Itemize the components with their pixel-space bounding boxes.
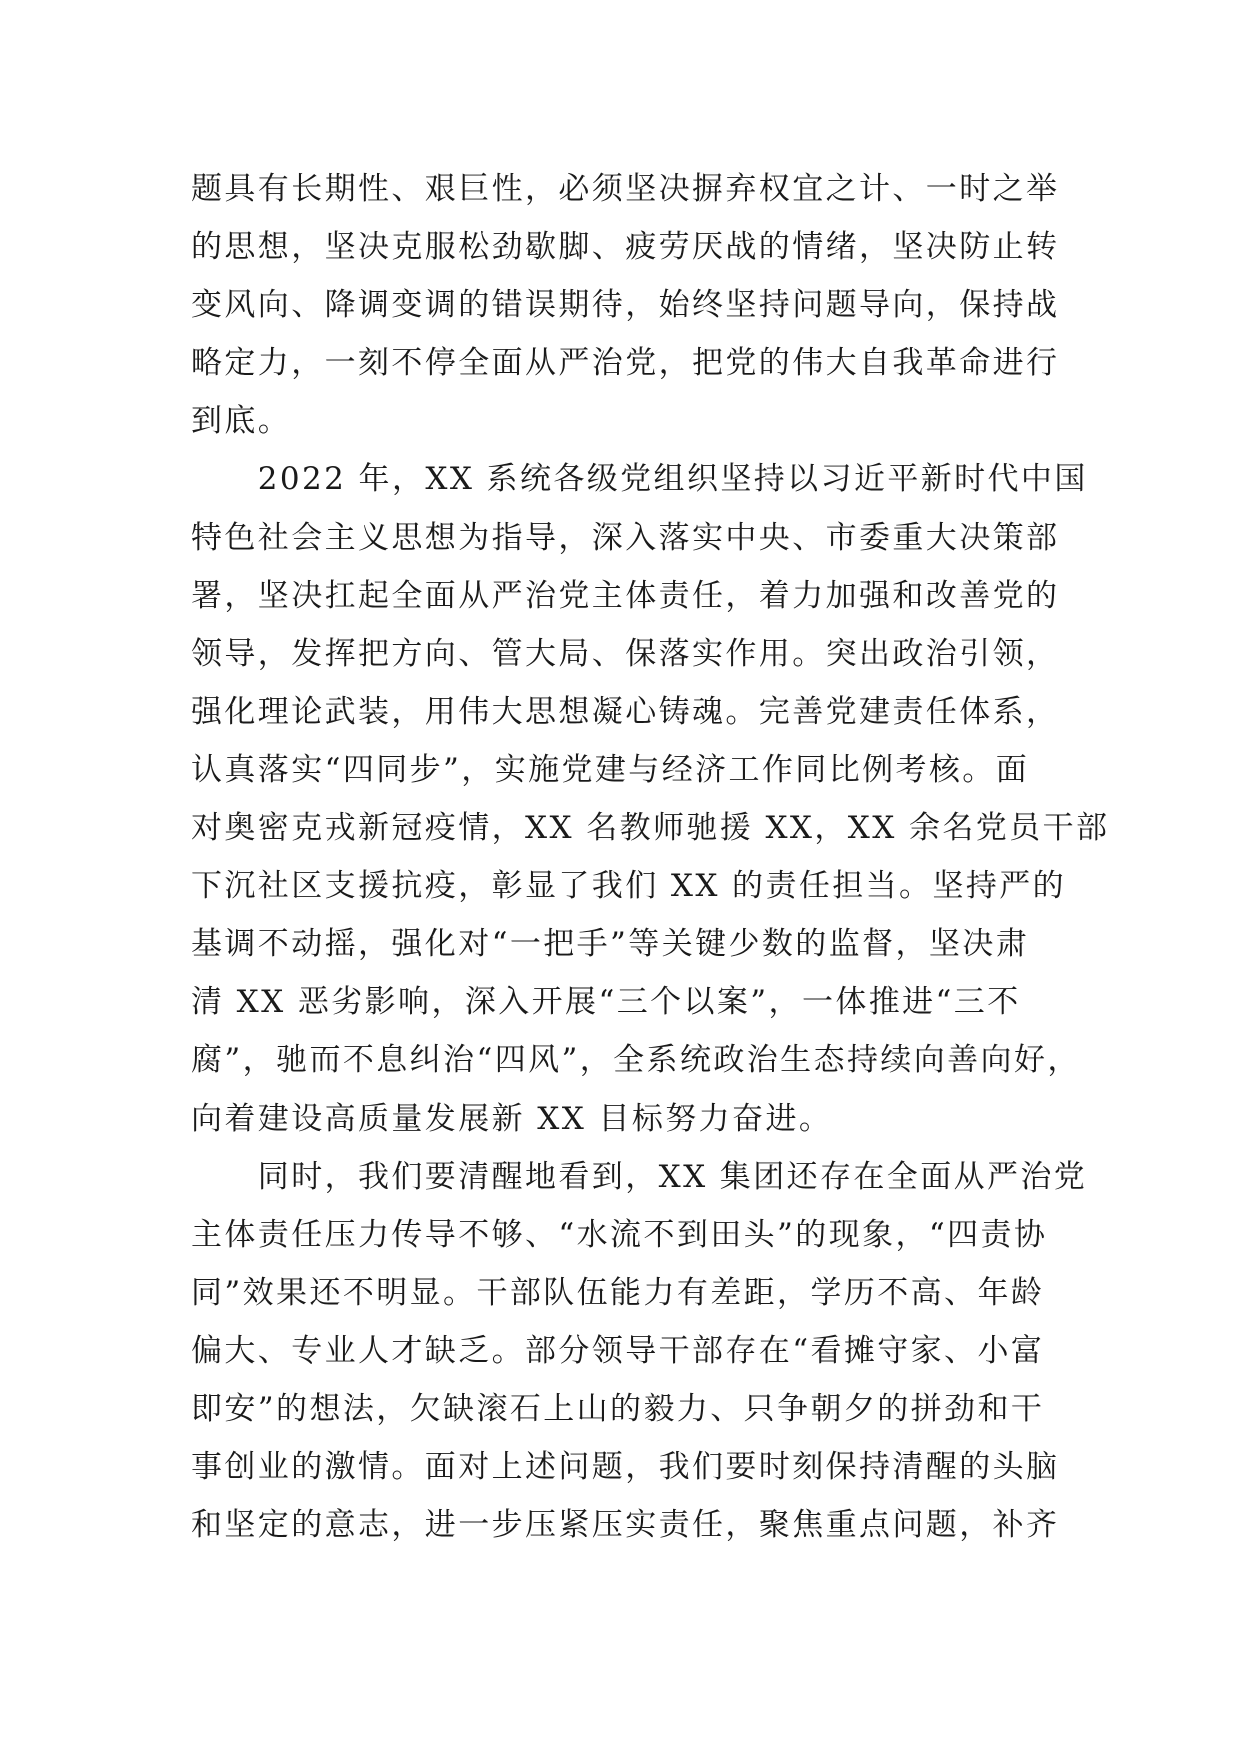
text-line: 腐”，驰而不息纠治“四风”，全系统政治生态持续向善向好， xyxy=(191,1042,1081,1079)
text-line: 同时，我们要清醒地看到，XX 集团还存在全面从严治党 xyxy=(191,1158,1088,1195)
text-line: 特色社会主义思想为指导，深入落实中央、市委重大决策部 xyxy=(191,519,1060,556)
text-line: 略定力，一刻不停全面从严治党，把党的伟大自我革命进行 xyxy=(191,345,1060,382)
text-line: 强化理论武装，用伟大思想凝心铸魂。完善党建责任体系， xyxy=(191,693,1060,730)
text-line: 基调不动摇，强化对“一把手”等关键少数的监督，坚决肃 xyxy=(191,926,1030,963)
text-line: 领导，发挥把方向、管大局、保落实作用。突出政治引领， xyxy=(191,635,1060,672)
text-line: 到底。 xyxy=(191,403,292,440)
text-line: 2022 年，XX 系统各级党组织坚持以习近平新时代中国 xyxy=(191,461,1088,498)
text-line: 主体责任压力传导不够、“水流不到田头”的现象，“四责协 xyxy=(191,1216,1048,1253)
text-line: 的思想，坚决克服松劲歇脚、疲劳厌战的情绪，坚决防止转 xyxy=(191,229,1060,266)
text-line: 对奥密克戎新冠疫情，XX 名教师驰援 XX，XX 余名党员干部 xyxy=(191,810,1110,847)
body-text xyxy=(191,160,1110,1554)
text-line: 下沉社区支援抗疫，彰显了我们 XX 的责任担当。坚持严的 xyxy=(191,868,1067,905)
text-line: 即安”的想法，欠缺滚石上山的毅力、只争朝夕的拼劲和干 xyxy=(191,1390,1045,1427)
text-line: 向着建设高质量发展新 XX 目标努力奋进。 xyxy=(191,1100,833,1137)
text-line: 题具有长期性、艰巨性，必须坚决摒弃权宜之计、一时之举 xyxy=(191,171,1060,207)
text-line: 偏大、专业人才缺乏。部分领导干部存在“看摊守家、小富 xyxy=(191,1332,1045,1369)
text-line: 和坚定的意志，进一步压紧压实责任，聚焦重点问题，补齐 xyxy=(191,1507,1060,1544)
text-line: 署，坚决扛起全面从严治党主体责任，着力加强和改善党的 xyxy=(191,577,1060,614)
text-line: 同”效果还不明显。干部队伍能力有差距，学历不高、年龄 xyxy=(191,1274,1045,1311)
text-line: 认真落实“四同步”，实施党建与经济工作同比例考核。面 xyxy=(191,751,1030,788)
text-line: 变风向、降调变调的错误期待，始终坚持问题导向，保持战 xyxy=(191,287,1060,324)
text-line: 清 XX 恶劣影响，深入开展“三个以案”，一体推进“三不 xyxy=(191,984,1021,1021)
text-line: 事创业的激情。面对上述问题，我们要时刻保持清醒的头脑 xyxy=(191,1449,1060,1486)
